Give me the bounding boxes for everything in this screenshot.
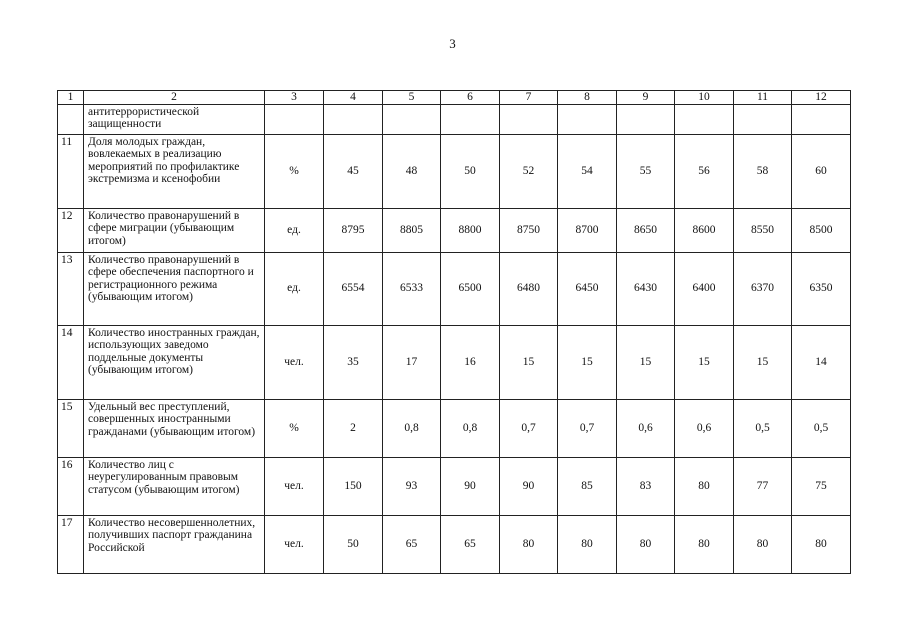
value-cell xyxy=(383,104,441,134)
row-number: 16 xyxy=(58,457,84,515)
value-cell: 8795 xyxy=(324,208,383,252)
value-cell: 0,8 xyxy=(383,399,441,457)
value-cell: 2 xyxy=(324,399,383,457)
value-cell: 15 xyxy=(558,325,617,399)
value-cell: 54 xyxy=(558,134,617,208)
column-header: 10 xyxy=(675,91,734,105)
unit-cell: чел. xyxy=(265,457,324,515)
value-cell: 17 xyxy=(383,325,441,399)
column-header: 1 xyxy=(58,91,84,105)
row-number: 14 xyxy=(58,325,84,399)
table-row xyxy=(58,325,851,399)
value-cell: 55 xyxy=(617,134,675,208)
value-cell xyxy=(558,104,617,134)
value-cell: 65 xyxy=(383,515,441,573)
indicator-name: Количество правонарушений в сфере миграции (убывающим итогом) xyxy=(84,208,265,252)
value-cell: 58 xyxy=(734,134,792,208)
value-cell: 60 xyxy=(792,134,851,208)
value-cell: 90 xyxy=(500,457,558,515)
value-cell: 0,8 xyxy=(441,399,500,457)
unit-cell: чел. xyxy=(265,515,324,573)
table-row xyxy=(58,457,851,515)
value-cell: 80 xyxy=(675,457,734,515)
table-row xyxy=(58,208,851,252)
value-cell: 8650 xyxy=(617,208,675,252)
value-cell: 80 xyxy=(734,515,792,573)
value-cell: 6370 xyxy=(734,252,792,325)
indicator-name: Количество лиц с неурегулированным правовым статусом (убывающим итогом) xyxy=(84,457,265,515)
value-cell xyxy=(617,104,675,134)
row-number: 11 xyxy=(58,134,84,208)
unit-cell: ед. xyxy=(265,208,324,252)
value-cell: 150 xyxy=(324,457,383,515)
value-cell: 6350 xyxy=(792,252,851,325)
value-cell: 45 xyxy=(324,134,383,208)
value-cell: 15 xyxy=(734,325,792,399)
value-cell: 8700 xyxy=(558,208,617,252)
value-cell: 8500 xyxy=(792,208,851,252)
value-cell: 6500 xyxy=(441,252,500,325)
value-cell: 48 xyxy=(383,134,441,208)
value-cell: 8600 xyxy=(675,208,734,252)
indicator-name: антитеррористической защищенности xyxy=(84,104,265,134)
value-cell: 85 xyxy=(558,457,617,515)
indicator-name: Количество несовершеннолетних, получивших паспорт гражданина Российской xyxy=(84,515,265,573)
value-cell: 80 xyxy=(792,515,851,573)
value-cell: 0,6 xyxy=(675,399,734,457)
value-cell: 16 xyxy=(441,325,500,399)
value-cell: 80 xyxy=(558,515,617,573)
value-cell: 6480 xyxy=(500,252,558,325)
table-row xyxy=(58,515,851,573)
value-cell: 15 xyxy=(617,325,675,399)
value-cell: 80 xyxy=(617,515,675,573)
indicator-name: Количество правонарушений в сфере обеспечения паспортного и регистрационного режима (убывающим итогом) xyxy=(84,252,265,325)
value-cell xyxy=(500,104,558,134)
unit-cell: ед. xyxy=(265,252,324,325)
column-header: 3 xyxy=(265,91,324,105)
column-header: 9 xyxy=(617,91,675,105)
table-row xyxy=(58,399,851,457)
value-cell: 75 xyxy=(792,457,851,515)
value-cell xyxy=(675,104,734,134)
table-row xyxy=(58,104,851,134)
column-header: 4 xyxy=(324,91,383,105)
value-cell: 80 xyxy=(500,515,558,573)
value-cell xyxy=(734,104,792,134)
value-cell: 0,7 xyxy=(500,399,558,457)
value-cell: 83 xyxy=(617,457,675,515)
column-header: 11 xyxy=(734,91,792,105)
value-cell: 6430 xyxy=(617,252,675,325)
value-cell: 8805 xyxy=(383,208,441,252)
value-cell: 0,5 xyxy=(734,399,792,457)
value-cell: 93 xyxy=(383,457,441,515)
value-cell: 50 xyxy=(441,134,500,208)
value-cell: 0,6 xyxy=(617,399,675,457)
value-cell: 56 xyxy=(675,134,734,208)
value-cell: 15 xyxy=(500,325,558,399)
value-cell: 52 xyxy=(500,134,558,208)
value-cell xyxy=(792,104,851,134)
column-header: 5 xyxy=(383,91,441,105)
row-number: 17 xyxy=(58,515,84,573)
indicators-table xyxy=(57,90,851,574)
column-header: 2 xyxy=(84,91,265,105)
row-number: 13 xyxy=(58,252,84,325)
unit-cell: % xyxy=(265,134,324,208)
value-cell: 77 xyxy=(734,457,792,515)
column-header: 12 xyxy=(792,91,851,105)
column-header: 7 xyxy=(500,91,558,105)
row-number xyxy=(58,104,84,134)
value-cell: 8800 xyxy=(441,208,500,252)
table-row xyxy=(58,252,851,325)
value-cell xyxy=(324,104,383,134)
row-number: 12 xyxy=(58,208,84,252)
indicator-name: Количество иностранных граждан, использующих заведомо поддельные документы (убывающим итогом) xyxy=(84,325,265,399)
column-header: 8 xyxy=(558,91,617,105)
value-cell: 8750 xyxy=(500,208,558,252)
table-header-row xyxy=(58,91,851,105)
value-cell: 6450 xyxy=(558,252,617,325)
table-row xyxy=(58,134,851,208)
value-cell: 15 xyxy=(675,325,734,399)
value-cell: 6400 xyxy=(675,252,734,325)
value-cell: 0,7 xyxy=(558,399,617,457)
value-cell: 0,5 xyxy=(792,399,851,457)
column-header: 6 xyxy=(441,91,500,105)
unit-cell: % xyxy=(265,399,324,457)
value-cell: 65 xyxy=(441,515,500,573)
indicator-name: Доля молодых граждан, вовлекаемых в реализацию мероприятий по профилактике экстремизма и ксенофобии xyxy=(84,134,265,208)
value-cell: 6533 xyxy=(383,252,441,325)
value-cell xyxy=(441,104,500,134)
unit-cell xyxy=(265,104,324,134)
value-cell: 80 xyxy=(675,515,734,573)
indicator-name: Удельный вес преступлений, совершенных иностранными гражданами (убывающим итогом) xyxy=(84,399,265,457)
page-number: 3 xyxy=(449,36,456,51)
row-number: 15 xyxy=(58,399,84,457)
value-cell: 90 xyxy=(441,457,500,515)
value-cell: 8550 xyxy=(734,208,792,252)
value-cell: 6554 xyxy=(324,252,383,325)
unit-cell: чел. xyxy=(265,325,324,399)
value-cell: 14 xyxy=(792,325,851,399)
value-cell: 35 xyxy=(324,325,383,399)
value-cell: 50 xyxy=(324,515,383,573)
